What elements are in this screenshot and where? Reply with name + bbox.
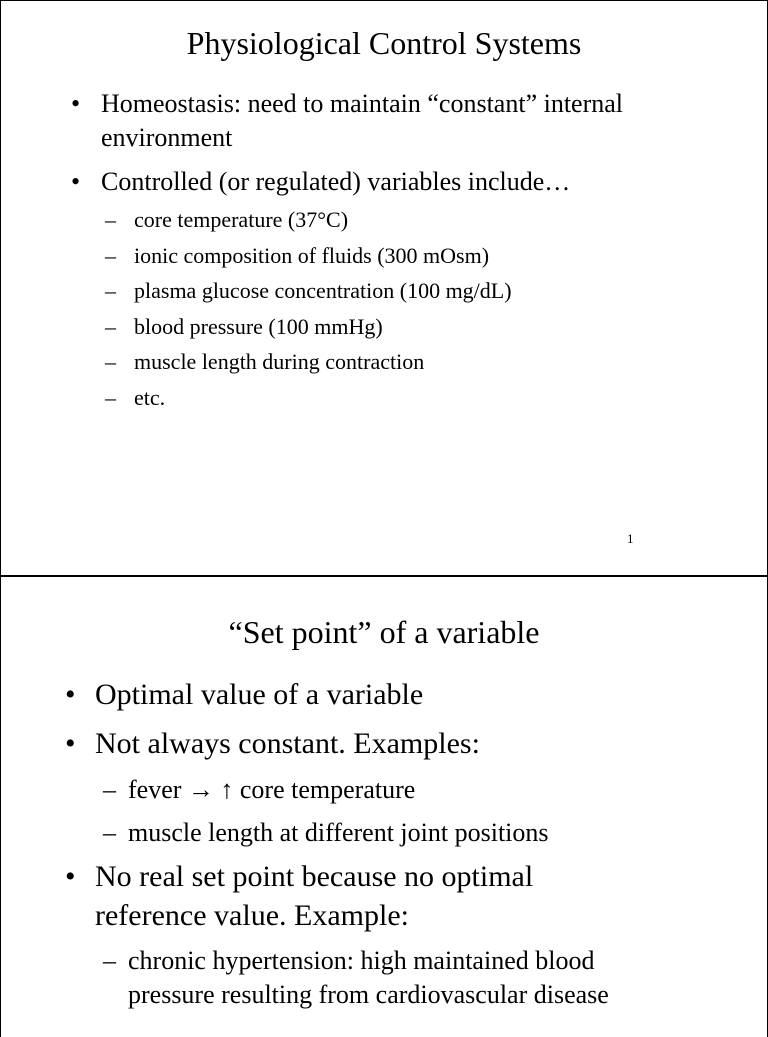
dash-mark: – (105, 349, 116, 374)
subitem-chronic-hypertension-line1: chronic hypertension: high maintained blood (128, 946, 595, 975)
dash-mark: – (105, 243, 116, 268)
subitem-blood-pressure: blood pressure (100 mmHg) (134, 314, 383, 339)
subitem-chronic-hypertension-line2: pressure resulting from cardiovascular disease (128, 980, 609, 1009)
slide-2 (0, 576, 768, 1037)
bullet-mark: • (71, 167, 81, 196)
page-number: 1 (627, 531, 634, 546)
dash-mark: – (103, 775, 116, 804)
dash-mark: – (105, 278, 116, 303)
bullet-mark: • (65, 860, 76, 893)
bullet-mark: • (71, 89, 81, 118)
subitem-plasma-glucose: plasma glucose concentration (100 mg/dL) (134, 278, 512, 303)
dash-mark: – (105, 314, 116, 339)
subitem-etc: etc. (134, 385, 166, 410)
dash-mark: – (103, 818, 116, 847)
subitem-fever: fever → ↑ core temperature (128, 775, 416, 804)
subitem-core-temperature: core temperature (37°C) (134, 207, 349, 232)
bullet-optimal-value: Optimal value of a variable (95, 678, 424, 711)
bullet-no-real-set-point-line2: reference value. Example: (95, 899, 409, 932)
bullet-mark: • (65, 727, 76, 760)
slide-2-title: “Set point” of a variable (228, 614, 540, 650)
bullet-no-real-set-point-line1: No real set point because no optimal (95, 860, 534, 893)
slide-1-title: Physiological Control Systems (186, 25, 582, 61)
dash-mark: – (105, 207, 116, 232)
subitem-muscle-length: muscle length during contraction (134, 349, 425, 374)
bullet-not-always-constant: Not always constant. Examples: (95, 727, 480, 760)
bullet-mark: • (65, 678, 76, 711)
bullet-homeostasis-line2: environment (101, 123, 233, 152)
subitem-muscle-length-joint: muscle length at different joint positions (128, 818, 549, 847)
dash-mark: – (105, 385, 116, 410)
bullet-homeostasis-line1: Homeostasis: need to maintain “constant” internal (101, 89, 624, 118)
subitem-ionic-composition: ionic composition of fluids (300 mOsm) (134, 243, 490, 268)
bullet-controlled-variables: Controlled (or regulated) variables include… (101, 167, 571, 196)
dash-mark: – (103, 946, 116, 975)
